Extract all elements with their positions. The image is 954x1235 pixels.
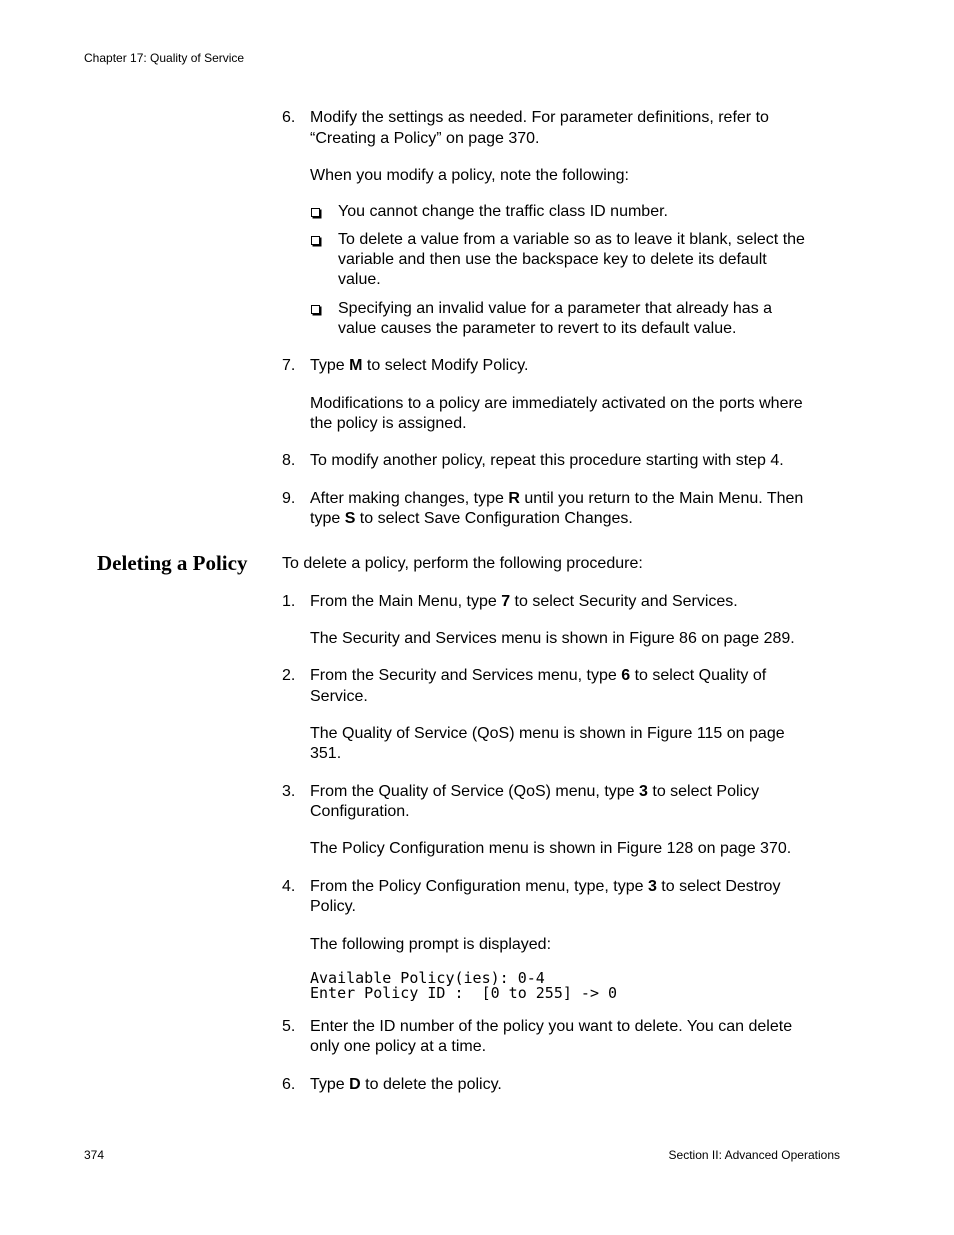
note-text: The Policy Configuration menu is shown in Figure 128 on page 370.	[310, 840, 792, 857]
note-text: Modifications to a policy are immediately activated on the ports where	[310, 395, 803, 412]
running-footer: Section II: Advanced Operations	[668, 1148, 840, 1162]
step-number: 6.	[282, 109, 296, 126]
page-number: 374	[84, 1148, 105, 1162]
note-text: the policy is assigned.	[310, 415, 467, 432]
section-intro: To delete a policy, perform the following procedure:	[282, 555, 643, 572]
prompt-code: Available Policy(ies): 0-4	[310, 969, 545, 987]
step-text: To modify another policy, repeat this procedure starting with step 4.	[310, 452, 784, 469]
step-text: Policy.	[310, 898, 356, 915]
note-text: 351.	[310, 745, 342, 762]
bullet-text: To delete a value from a variable so as to leave it blank, select the	[338, 231, 805, 248]
checkbox-bullet-icon	[311, 305, 320, 314]
step-text: “Creating a Policy” on page 370.	[310, 130, 540, 147]
step-number: 5.	[282, 1018, 296, 1035]
step-number: 1.	[282, 593, 296, 610]
step-text: Type M to select Modify Policy.	[310, 357, 529, 374]
note-text: The following prompt is displayed:	[310, 936, 552, 953]
step-number: 4.	[282, 878, 296, 895]
step-text: From the Main Menu, type 7 to select Security and Services.	[310, 593, 738, 610]
step-text: type S to select Save Configuration Changes.	[310, 510, 633, 527]
step-text: Modify the settings as needed. For parameter definitions, refer to	[310, 109, 769, 126]
step-text: Configuration.	[310, 803, 410, 820]
bullet-text: Specifying an invalid value for a parameter that already has a	[338, 300, 773, 317]
note-text: The Quality of Service (QoS) menu is shown in Figure 115 on page	[310, 725, 785, 742]
step-text: Service.	[310, 688, 368, 705]
bullet-text: value.	[338, 271, 381, 288]
note-text: When you modify a policy, note the following:	[310, 167, 629, 184]
step-text: After making changes, type R until you return to the Main Menu. Then	[310, 490, 804, 507]
prompt-code: Enter Policy ID : [0 to 255] -> 0	[310, 984, 618, 1002]
step-text: only one policy at a time.	[310, 1038, 487, 1055]
step-number: 9.	[282, 490, 296, 507]
step-number: 6.	[282, 1076, 296, 1093]
step-text: From the Quality of Service (QoS) menu, type 3 to select Policy	[310, 783, 760, 800]
step-number: 3.	[282, 783, 296, 800]
section-heading: Deleting a Policy	[97, 551, 248, 575]
checkbox-bullet-icon	[311, 208, 320, 217]
step-text: Type D to delete the policy.	[310, 1076, 502, 1093]
step-text: From the Policy Configuration menu, type, type 3 to select Destroy	[310, 878, 781, 895]
step-text: Enter the ID number of the policy you want to delete. You can delete	[310, 1018, 793, 1035]
bullet-text: variable and then use the backspace key to delete its default	[338, 251, 767, 268]
step-number: 8.	[282, 452, 296, 469]
step-number: 2.	[282, 667, 296, 684]
checkbox-bullet-icon	[311, 236, 320, 245]
running-header: Chapter 17: Quality of Service	[84, 51, 245, 65]
bullet-text: value causes the parameter to revert to its default value.	[338, 320, 737, 337]
step-number: 7.	[282, 357, 296, 374]
step-text: From the Security and Services menu, type 6 to select Quality of	[310, 667, 767, 684]
bullet-text: You cannot change the traffic class ID number.	[338, 203, 668, 220]
note-text: The Security and Services menu is shown in Figure 86 on page 289.	[310, 630, 795, 647]
